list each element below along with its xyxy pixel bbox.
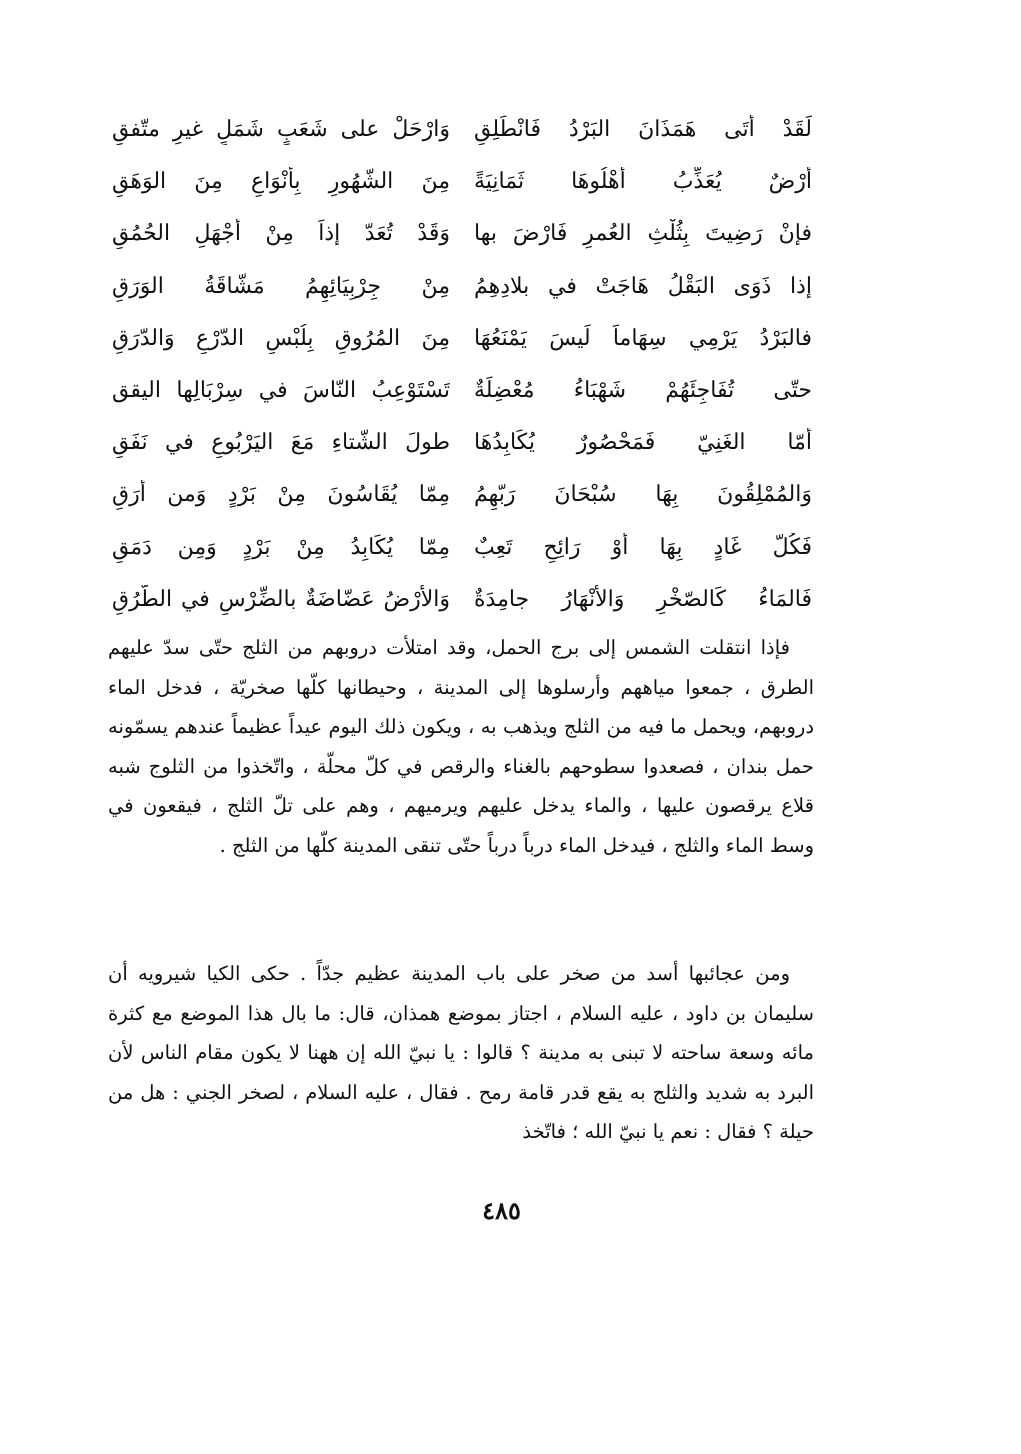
- paragraph: ومن عجائبها أسد من صخر على باب المدينة عظيم جدّاً . حكى الكيا شيرويه أن سليمان بن داود ، عليه السلام ، اجتاز بموضع همذان، قال: ما بال هذا الموضع مع كثرة مائه وسعة ساحته لا تبنى به مدينة ؟ قالوا : يا نبيّ الله إن ههنا لا يكون مقام الناس لأن البرد به شديد والثلج به يقع قدر قامة رمح . فقال ، عليه السلام ، لصخر الجني : هل من حيلة ؟ فقال : نعم يا نبيّ الله ؛ فاتّخذ: [108, 962, 814, 1143]
- verse-second-hemistich: وَالأَرْضُ عَضّاضَةٌ بالضِّرْسِ في الطُّرُقِ: [112, 586, 450, 612]
- verse-first-hemistich: فَكُلّ غَادٍ بِهَا أَوْ رَائِحٍ تَعِبٌ: [474, 534, 812, 560]
- poem-verse: [112, 522, 812, 574]
- poem-verse: [112, 208, 812, 260]
- verse-first-hemistich: فالبَرْدُ يَرْمِي سِهَاماً لَيسَ يَمْنَعُهَا: [474, 325, 812, 351]
- verse-first-hemistich: حتّى تُفَاجِئَهُمْ شَهْبَاءُ مُعْضِلَةٌ: [474, 378, 812, 404]
- verse-first-hemistich: إذا ذَوَى البَقْلُ هَاجَتْ في بلادِهِمُ: [474, 273, 812, 299]
- poem-verse: [112, 574, 812, 626]
- verse-second-hemistich: طولَ الشّتاءِ مَعَ اليَرْبُوعِ في نَفَقِ: [112, 430, 450, 456]
- verse-second-hemistich: وَارْحَلْ على شَعَبٍ شَمَلٍ غيرِ متّفقِ: [112, 117, 450, 143]
- poem-block: [112, 104, 812, 626]
- verse-first-hemistich: لَقَدْ أَتَى هَمَذَانَ البَرْدُ فَانْطَلِقِ: [474, 117, 812, 143]
- paragraph: فإذا انتقلت الشمس إلى برج الحمل، وقد امتلأت دروبهم من الثلج حتّى سدّ عليهم الطرق ، جمعوا مياههم وأرسلوها إلى المدينة ، وحيطانها كلّها صخريّة ، فدخل الماء دروبهم، ويحمل ما فيه من الثلج ويذهب به ، ويكون ذلك اليوم عيداً عظيماً عندهم يسمّونه حمل بندان ، فصعدوا سطوحهم بالغناء والرقص في كلّ محلّة ، واتّخذوا من الثلوج شبه قلاع يرقصون عليها ، والماء يدخل عليهم ويرميهم ، وهم على تلّ الثلج ، فيقعون في وسط الماء والثلج ، فيدخل الماء درباً درباً حتّى تنقى المدينة كلّها من الثلج .: [108, 636, 814, 857]
- verse-second-hemistich: مِنَ الشّهُورِ بِأَنْوَاعٍ مِنَ الوَهَقِ: [112, 169, 450, 195]
- verse-first-hemistich: أمّا الغَنِيّ فَمَحْصُورٌ يُكَابِدُهَا: [474, 430, 812, 456]
- page-number: ٤٨٥: [482, 1196, 521, 1225]
- verse-second-hemistich: مِمّا يُكَابِدُ مِنْ بَرْدٍ وَمِن دَمَقِ: [112, 534, 450, 560]
- prose-section-1: [108, 628, 814, 865]
- verse-second-hemistich: مِمّا يُقَاسُونَ مِنْ بَرْدٍ وَمن أرَقِ: [112, 482, 450, 508]
- verse-first-hemistich: فإنْ رَضِيتَ بِثُلْثِ العُمرِ فَارْضَ بها: [474, 221, 812, 247]
- verse-second-hemistich: وَقَدْ تُعَدّ إذاً مِنْ أَجْهَلِ الحُمُقِ: [112, 221, 450, 247]
- poem-verse: [112, 261, 812, 313]
- prose-section-2: [108, 954, 814, 1152]
- verse-first-hemistich: فَالمَاءُ كَالصّخْرِ وَالأَنْهَارُ جامِدَةٌ: [474, 586, 812, 612]
- poem-verse: [112, 417, 812, 469]
- verse-first-hemistich: وَالمُمْلِقُونَ بِهَا سُبْحَانَ رَبّهِمُ: [474, 482, 812, 508]
- verse-second-hemistich: تَسْتَوْعِبُ النّاسَ في سِرْبَالِها اليقق: [112, 378, 450, 404]
- poem-verse: [112, 365, 812, 417]
- poem-verse: [112, 104, 812, 156]
- poem-verse: [112, 313, 812, 365]
- verse-second-hemistich: مِنَ المُرُوقِ بِلُبْسِ الدّرْعِ وَالدّرَقِ: [112, 325, 450, 351]
- verse-first-hemistich: أَرْضٌ يُعَذِّبُ أَهْلُوهَا ثَمَانِيَةً: [474, 169, 812, 195]
- poem-verse: [112, 156, 812, 208]
- verse-second-hemistich: مِنْ جِرْبِيَائِهِمُ مَشّاقَةُ الوَرَقِ: [112, 273, 450, 299]
- poem-verse: [112, 469, 812, 521]
